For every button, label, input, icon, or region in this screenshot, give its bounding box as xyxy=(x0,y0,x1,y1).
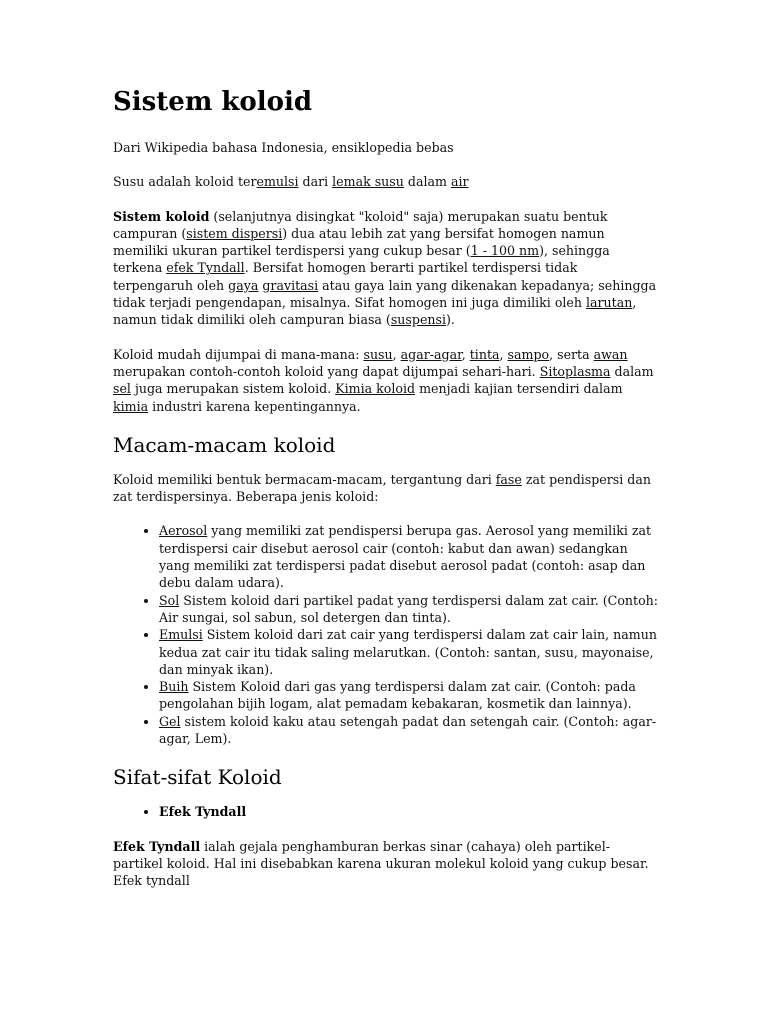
link-aerosol[interactable]: Aerosol xyxy=(159,523,208,539)
section-heading-macam: Macam-macam koloid xyxy=(113,432,336,457)
list-item xyxy=(159,713,658,748)
link-emulsi[interactable]: emulsi xyxy=(256,174,299,190)
body-text: ), sehingga terkena xyxy=(113,243,610,276)
link-sampo[interactable]: sampo xyxy=(507,346,550,362)
body-text: Koloid memiliki bentuk bermacam-macam, tergantung dari xyxy=(113,471,496,487)
section-heading-sifat: Sifat-sifat Koloid xyxy=(113,765,282,790)
bullet-efek-tyndall: Efek Tyndall xyxy=(159,804,247,820)
link-lemak-susu[interactable]: lemak susu xyxy=(332,174,404,190)
list-item-text: Sistem koloid dari partikel padat yang terdispersi dalam zat cair. (Contoh: Air sungai, sol sabun, sol detergen dan tinta). xyxy=(159,592,659,625)
link-kimia-koloid[interactable]: Kimia koloid xyxy=(335,381,416,397)
body-text: dalam xyxy=(610,363,654,379)
list-item xyxy=(159,592,658,627)
list-item xyxy=(159,522,658,591)
body-text: Koloid mudah dijumpai di mana-mana: xyxy=(113,346,364,362)
body-text: zat pendispersi dan zat terdispersinya. Beberapa jenis koloid: xyxy=(113,471,651,505)
link-sel[interactable]: sel xyxy=(113,381,131,397)
intro-paragraph xyxy=(113,208,658,329)
link-emulsi-type[interactable]: Emulsi xyxy=(159,627,203,643)
link-nanometer[interactable]: 1 - 100 nm xyxy=(470,243,540,259)
list-item xyxy=(159,803,658,820)
tagline: Dari Wikipedia bahasa Indonesia, ensiklopedia bebas xyxy=(113,140,454,155)
examples-paragraph xyxy=(113,346,658,415)
link-fase[interactable]: fase xyxy=(495,471,522,487)
link-efek-tyndall[interactable]: efek Tyndall xyxy=(166,260,245,276)
caption-text: dari xyxy=(298,174,333,190)
list-item xyxy=(159,678,658,713)
properties-list xyxy=(113,803,658,820)
body-text: ialah gejala penghamburan berkas sinar (cahaya) oleh partikel-partikel koloid. Hal ini disebabkan karena ukuran molekul koloid yang cukup besar. Efek tyndall xyxy=(113,838,649,889)
link-susu[interactable]: susu xyxy=(363,346,393,362)
link-agar-agar[interactable]: agar-agar xyxy=(400,346,462,362)
body-text: , xyxy=(461,346,470,362)
list-item-text: Sistem koloid dari zat cair yang terdispersi dalam zat cair lain, namun kedua zat cair itu tidak saling melarutkan. (Contoh: santan, susu, mayonaise, dan minyak ikan). xyxy=(159,627,657,677)
body-text: . Bersifat homogen berarti partikel terdispersi tidak terpengaruh oleh xyxy=(113,260,578,293)
link-buih[interactable]: Buih xyxy=(159,679,189,695)
link-suspensi[interactable]: suspensi xyxy=(390,312,446,328)
article xyxy=(113,86,658,907)
link-gravitasi[interactable]: gravitasi xyxy=(262,277,319,293)
body-text: atau gaya lain yang dikenakan kepadanya; sehingga tidak terjadi pengendapan, misalnya. Sifat homogen ini juga dimiliki oleh xyxy=(113,277,657,311)
image-caption xyxy=(113,173,658,190)
body-text: , xyxy=(499,346,508,362)
link-awan[interactable]: awan xyxy=(593,346,628,362)
list-item xyxy=(159,626,658,678)
link-air[interactable]: air xyxy=(450,174,469,190)
link-sitoplasma[interactable]: Sitoplasma xyxy=(539,363,611,379)
body-text: ). xyxy=(446,312,455,328)
link-gaya[interactable]: gaya xyxy=(228,277,259,293)
body-text: juga merupakan sistem koloid. xyxy=(130,381,336,397)
link-sistem-dispersi[interactable]: sistem dispersi xyxy=(186,225,283,241)
term-sistem-koloid: Sistem koloid xyxy=(113,208,210,224)
page-title: Sistem koloid xyxy=(113,87,313,117)
link-tinta[interactable]: tinta xyxy=(469,346,500,362)
caption-text: dalam xyxy=(403,174,451,190)
body-text: merupakan contoh-contoh koloid yang dapat dijumpai sehari-hari. xyxy=(113,363,540,379)
body-text: ) dua atau lebih zat yang bersifat homogen namun memiliki ukuran partikel terdispersi yang cukup besar ( xyxy=(113,225,605,259)
body-text: industri karena kepentingannya. xyxy=(148,398,361,414)
body-text: , serta xyxy=(549,346,594,362)
caption-text: Susu adalah koloid ter xyxy=(113,174,257,190)
list-item-text: Sistem Koloid dari gas yang terdispersi dalam zat cair. (Contoh: pada pengolahan bijih logam, alat pemadam kebakaran, kosmetik dan lainnya). xyxy=(159,679,636,712)
types-list xyxy=(113,522,658,747)
link-sol[interactable]: Sol xyxy=(159,592,180,608)
link-kimia[interactable]: kimia xyxy=(113,398,149,414)
link-larutan[interactable]: larutan xyxy=(586,295,633,311)
link-gel[interactable]: Gel xyxy=(159,713,181,729)
body-text: (selanjutnya disingkat "koloid" saja) merupakan suatu bentuk campuran ( xyxy=(113,208,608,241)
body-text: , namun tidak dimiliki oleh campuran biasa ( xyxy=(113,295,637,328)
list-item-text: sistem koloid kaku atau setengah padat dan setengah cair. (Contoh: agar-agar, Lem). xyxy=(159,713,657,747)
tyndall-paragraph xyxy=(113,838,658,890)
term-efek-tyndall: Efek Tyndall xyxy=(113,838,201,854)
body-text: , xyxy=(392,346,401,362)
body-text: menjadi kajian tersendiri dalam xyxy=(415,381,623,397)
types-intro-paragraph xyxy=(113,471,658,506)
list-item-text: yang memiliki zat pendispersi berupa gas. Aerosol yang memiliki zat terdispersi cair disebut aerosol cair (contoh: kabut dan awan) sedangkan yang memiliki zat terdispersi padat disebut aerosol padat (contoh: asap dan debu dalam udara). xyxy=(159,523,652,591)
